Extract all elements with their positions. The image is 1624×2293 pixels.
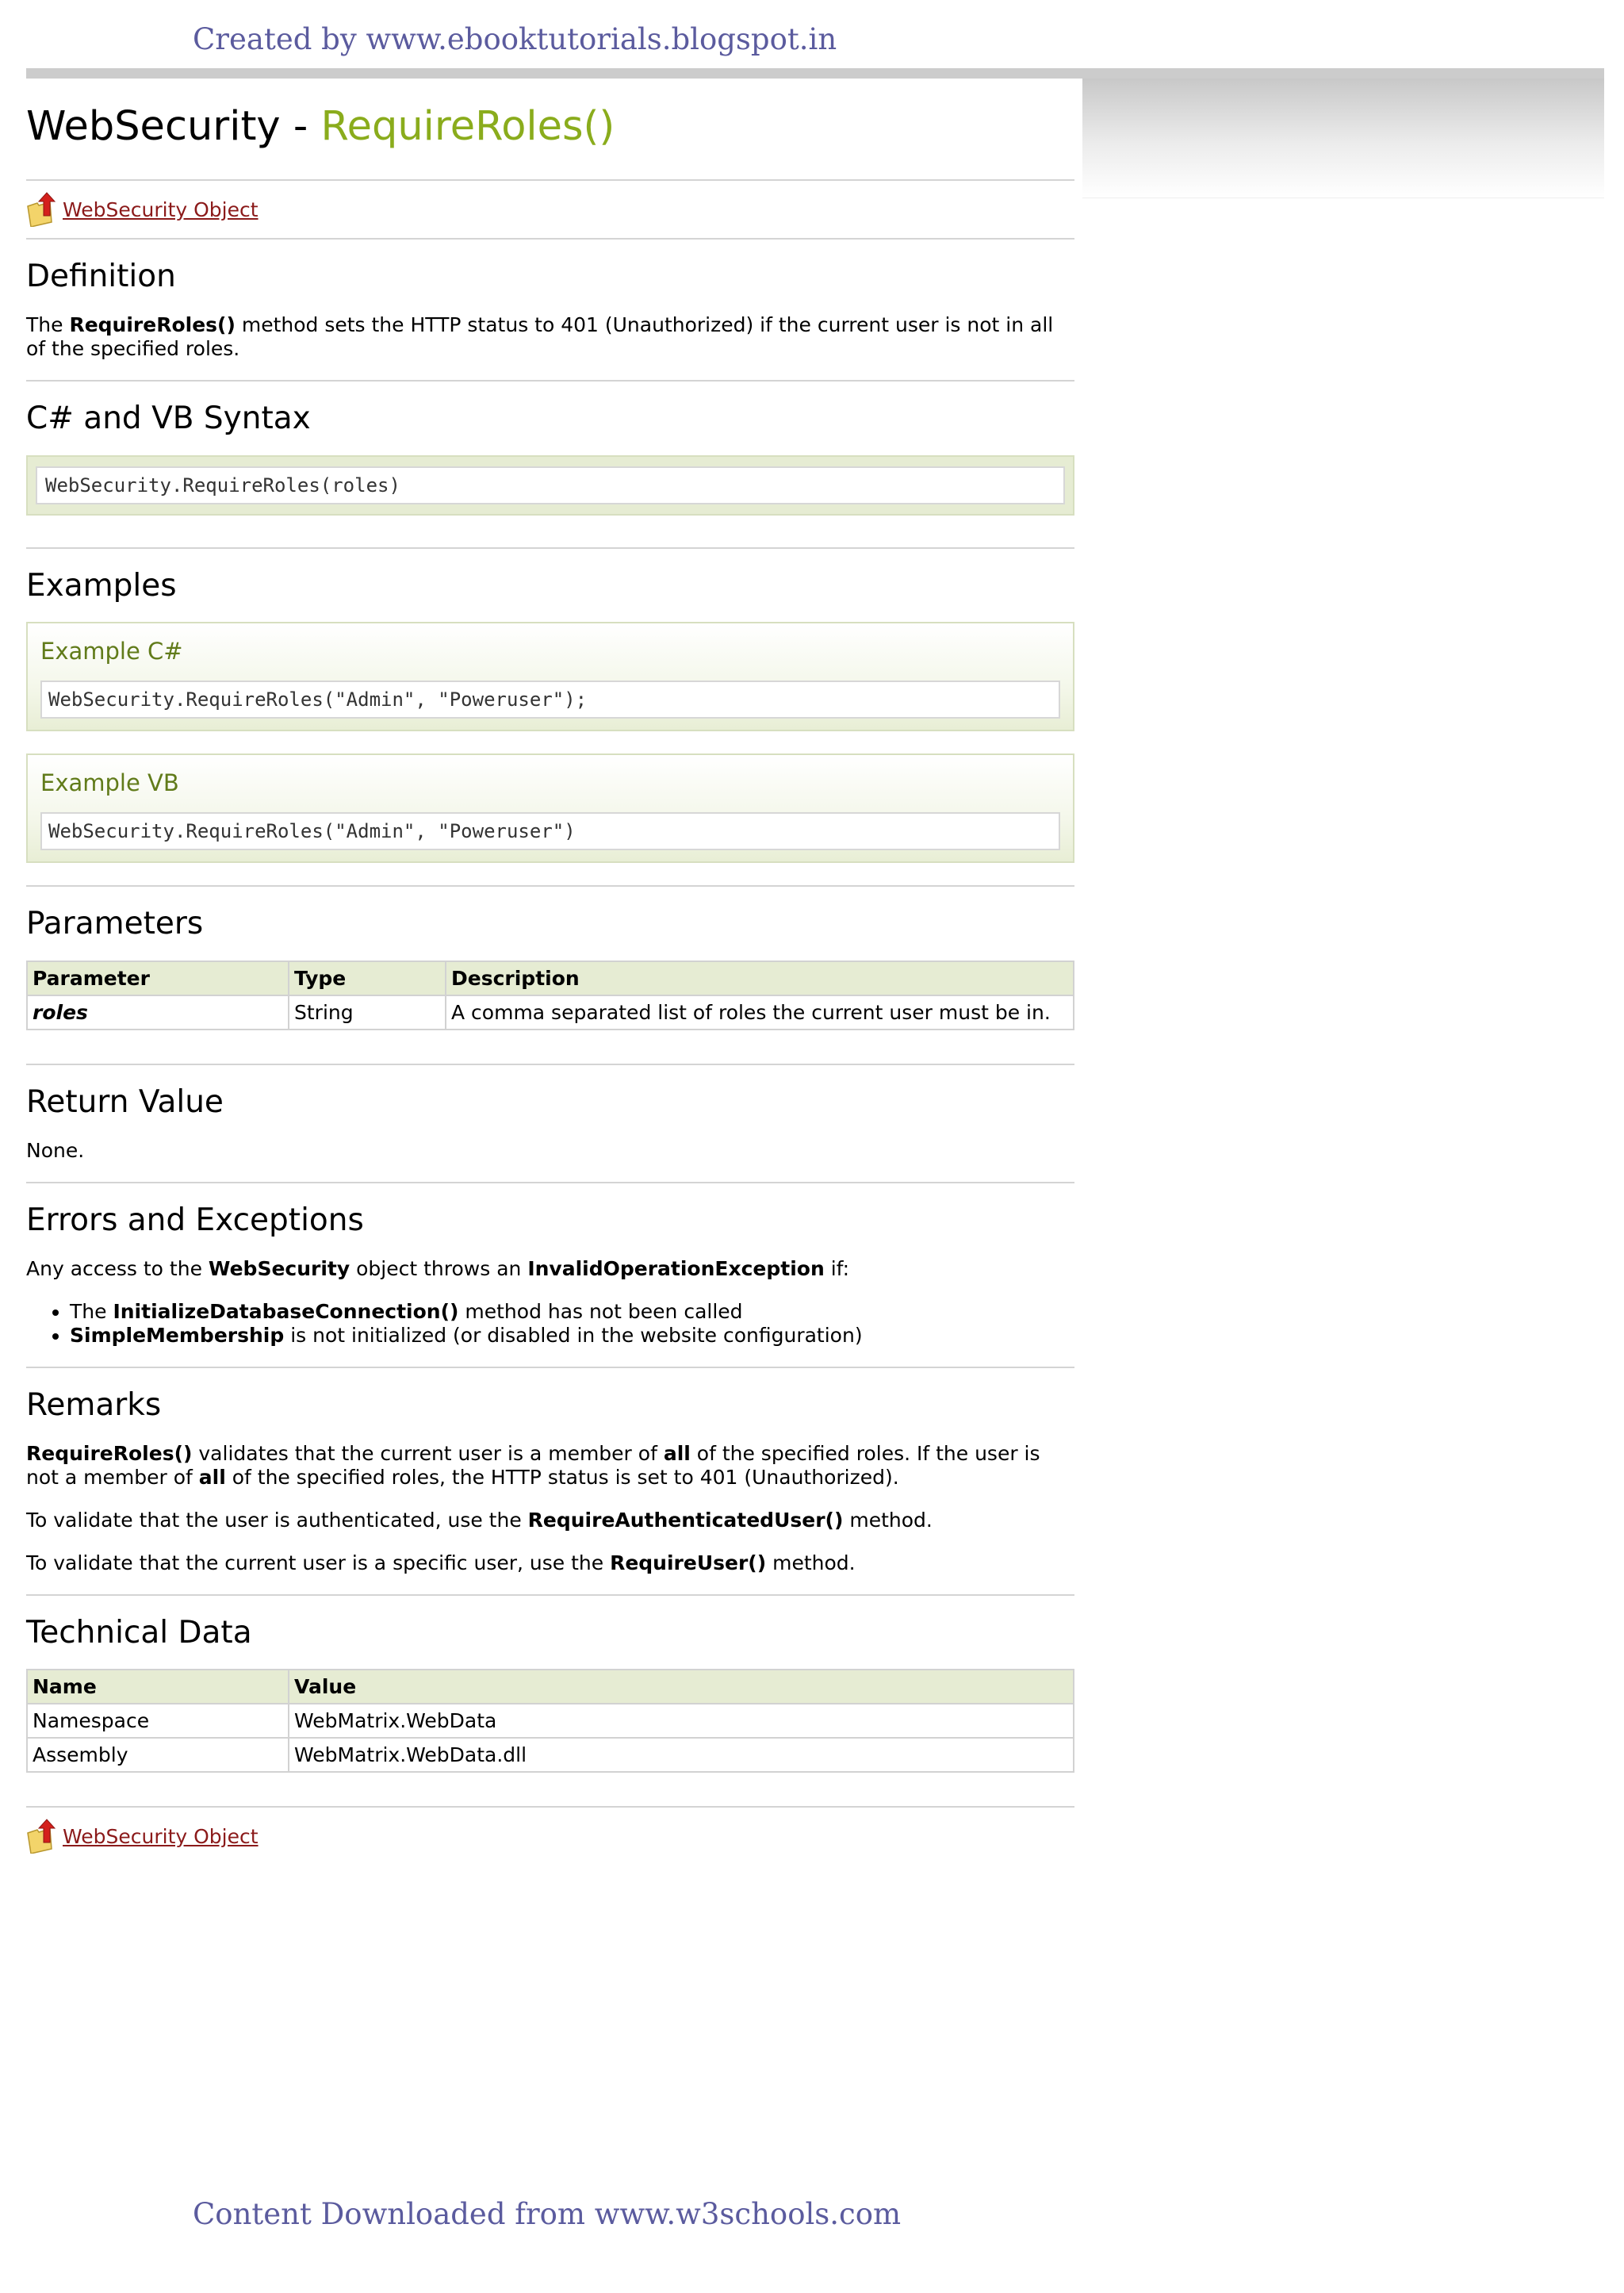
nav-back-top bbox=[26, 181, 1074, 238]
title-prefix: WebSecurity - bbox=[26, 103, 321, 150]
side-gradient-panel bbox=[1082, 79, 1604, 198]
examples-heading: Examples bbox=[26, 567, 177, 604]
header-type: Type bbox=[289, 961, 446, 995]
remarks-paragraph-2 bbox=[26, 1509, 1074, 1532]
remarks-paragraph-3 bbox=[26, 1551, 1074, 1575]
example-cs-title: Example C# bbox=[40, 638, 183, 665]
example-cs-box bbox=[26, 622, 1074, 731]
title-method: RequireRoles() bbox=[320, 103, 615, 150]
syntax-section bbox=[26, 382, 1074, 516]
websecurity-object-link-top[interactable]: WebSecurity Object bbox=[63, 197, 259, 221]
folder-up-icon bbox=[26, 1819, 59, 1854]
text-run: if: bbox=[824, 1256, 850, 1280]
text-run: of the specified roles, the HTTP status is set to 401 (Unauthorized). bbox=[225, 1465, 899, 1489]
text-run: of the specified roles. If the user is not a member of bbox=[26, 1441, 1040, 1489]
watermark-top: Created by www.ebooktutorials.blogspot.in bbox=[193, 22, 837, 56]
watermark-bottom: Content Downloaded from www.w3schools.com bbox=[193, 2197, 902, 2231]
return-value-section bbox=[26, 1065, 1074, 1163]
remarks-section bbox=[26, 1368, 1074, 1575]
technical-data-section bbox=[26, 1596, 1074, 1773]
text-run: is not initialized (or disabled in the website configuration) bbox=[284, 1323, 863, 1347]
syntax-code: WebSecurity.RequireRoles(roles) bbox=[36, 466, 1065, 504]
text-run: method sets the HTTP status to 401 (Unauthorized) if the current user is not in all of the specified roles. bbox=[26, 313, 1054, 360]
return-value-heading: Return Value bbox=[26, 1084, 224, 1121]
tech-value: WebMatrix.WebData.dll bbox=[289, 1738, 1074, 1772]
tech-value: WebMatrix.WebData bbox=[289, 1704, 1074, 1738]
bold-run: InitializeDatabaseConnection() bbox=[113, 1299, 459, 1323]
technical-data-heading: Technical Data bbox=[26, 1614, 252, 1651]
remarks-heading: Remarks bbox=[26, 1386, 162, 1423]
parameters-section bbox=[26, 887, 1074, 1030]
bold-run: all bbox=[663, 1441, 691, 1465]
param-name: roles bbox=[27, 995, 289, 1030]
nav-back-bottom bbox=[26, 1808, 1074, 1865]
list-item bbox=[70, 1324, 1074, 1348]
header-parameter: Parameter bbox=[27, 961, 289, 995]
table-row bbox=[27, 995, 1074, 1030]
folder-up-icon bbox=[26, 192, 59, 227]
bold-run: RequireRoles() bbox=[69, 313, 236, 336]
errors-heading: Errors and Exceptions bbox=[26, 1202, 364, 1238]
header-description: Description bbox=[446, 961, 1074, 995]
table-row bbox=[27, 1738, 1074, 1772]
top-bar bbox=[26, 68, 1604, 79]
text-run: method. bbox=[766, 1551, 856, 1574]
bold-run: InvalidOperationException bbox=[527, 1256, 825, 1280]
tech-name: Namespace bbox=[27, 1704, 289, 1738]
text-run: object throws an bbox=[350, 1256, 528, 1280]
definition-text bbox=[26, 313, 1074, 361]
text-run: To validate that the user is authenticated, use the bbox=[26, 1508, 528, 1532]
bold-run: RequireAuthenticatedUser() bbox=[527, 1508, 844, 1532]
text-run: method. bbox=[843, 1508, 933, 1532]
errors-section bbox=[26, 1183, 1074, 1348]
text-run: validates that the current user is a member of bbox=[192, 1441, 664, 1465]
bold-run: all bbox=[198, 1465, 226, 1489]
tech-name: Assembly bbox=[27, 1738, 289, 1772]
text-run: The bbox=[26, 313, 70, 336]
definition-heading: Definition bbox=[26, 259, 176, 294]
text-run: Any access to the bbox=[26, 1256, 209, 1280]
param-description: A comma separated list of roles the current user must be in. bbox=[446, 995, 1074, 1030]
main-content bbox=[26, 79, 1074, 1865]
example-vb-box bbox=[26, 753, 1074, 863]
header-value: Value bbox=[289, 1670, 1074, 1704]
header-name: Name bbox=[27, 1670, 289, 1704]
example-vb-code: WebSecurity.RequireRoles("Admin", "Poweruser") bbox=[40, 812, 1060, 850]
websecurity-object-link-bottom[interactable]: WebSecurity Object bbox=[63, 1824, 259, 1848]
bold-run: WebSecurity bbox=[208, 1256, 350, 1280]
definition-section bbox=[26, 240, 1074, 361]
technical-data-table bbox=[26, 1669, 1074, 1773]
return-value-text: None. bbox=[26, 1138, 85, 1162]
page-title bbox=[26, 79, 1074, 179]
remarks-paragraph-1 bbox=[26, 1442, 1074, 1490]
errors-intro bbox=[26, 1257, 1074, 1281]
table-header-row bbox=[27, 1670, 1074, 1704]
bold-run: RequireRoles() bbox=[26, 1441, 193, 1465]
examples-section bbox=[26, 549, 1074, 864]
table-header-row bbox=[27, 961, 1074, 995]
example-vb-title: Example VB bbox=[40, 769, 179, 797]
table-row bbox=[27, 1704, 1074, 1738]
text-run: To validate that the current user is a specific user, use the bbox=[26, 1551, 611, 1574]
bold-run: SimpleMembership bbox=[70, 1323, 285, 1347]
bold-run: RequireUser() bbox=[610, 1551, 767, 1574]
syntax-code-box bbox=[26, 455, 1074, 516]
text-run: method has not been called bbox=[458, 1299, 743, 1323]
list-item bbox=[70, 1300, 1074, 1324]
parameters-heading: Parameters bbox=[26, 906, 204, 942]
text-run: The bbox=[70, 1299, 113, 1323]
syntax-heading: C# and VB Syntax bbox=[26, 400, 311, 436]
param-type: String bbox=[289, 995, 446, 1030]
parameters-table bbox=[26, 961, 1074, 1030]
example-cs-code: WebSecurity.RequireRoles("Admin", "Poweruser"); bbox=[40, 681, 1060, 719]
errors-list bbox=[26, 1300, 1074, 1348]
